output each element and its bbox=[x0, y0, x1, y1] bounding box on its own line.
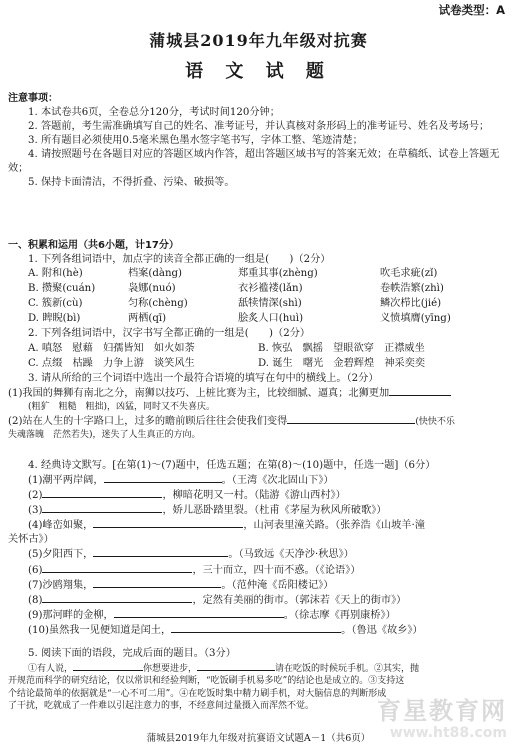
question-2-text: 2. 下列各组词语中，汉字书写全都正确的一组是( )（2分） bbox=[28, 328, 311, 339]
question-4-text: 4. 经典诗文默写。[在第(1)～(7)题中，任选五题；在第(8)～(10)题中，任选一题]（6分） bbox=[28, 460, 436, 471]
answer-blank[interactable] bbox=[104, 473, 222, 483]
answer-blank[interactable] bbox=[93, 547, 228, 557]
watermark-url: www.ht88.com bbox=[389, 724, 507, 741]
option-item: A. 附和(hè) bbox=[28, 268, 83, 279]
notice-item: 3. 所有题目必须使用0.5毫米黑色墨水签字笔书写，字体工整、笔迹清楚； bbox=[28, 134, 363, 146]
answer-blank[interactable] bbox=[42, 488, 162, 498]
q1-option-c bbox=[28, 297, 508, 311]
q1-option-d bbox=[28, 312, 508, 326]
answer-blank[interactable] bbox=[114, 608, 284, 618]
notice-block bbox=[8, 92, 508, 190]
answer-blank[interactable] bbox=[42, 563, 192, 573]
watermark-brand: 育星教育网 bbox=[377, 696, 507, 725]
answer-blank[interactable] bbox=[287, 414, 415, 424]
option-item: B. 恢弘 飘摇 望眼欲穿 正襟威坐 bbox=[258, 343, 425, 354]
item-number: (8) bbox=[28, 594, 43, 606]
answer-blank[interactable] bbox=[93, 518, 243, 528]
item-number: (6) bbox=[28, 564, 43, 576]
q3-sentence-2-cont: 失魂落魄 茫然若失)，迷失了人生真正的方向。 bbox=[8, 429, 201, 440]
q2-options-row-1 bbox=[28, 342, 508, 356]
poem-line: ，柳暗花明又一村。（陆游《游山西村》） bbox=[162, 490, 346, 502]
option-item: A. 嗔怒 慰藉 妇孺皆知 如火如荼 bbox=[28, 343, 195, 354]
section-heading: 一、积累和运用（共6小题，计17分） bbox=[8, 240, 179, 251]
poem-source: 。（徐志摩《再别康桥》） bbox=[283, 609, 396, 621]
poem-line: ，定然有美丽的街市。（郭沫若《天上的街市》） bbox=[192, 594, 407, 606]
passage-text: 你想要进步， bbox=[143, 664, 198, 675]
question-3 bbox=[8, 372, 510, 441]
poem-line: (7)沙鸥翔集， bbox=[28, 579, 94, 591]
poem-line: (1)潮平两岸阔， bbox=[28, 475, 104, 487]
question-2-stem bbox=[8, 327, 510, 341]
question-3-text: 3. 请从所给的三个词语中选出一个最符合语境的填写在句中的横线上。（2分） bbox=[28, 373, 379, 384]
page-footer: 蒲城县2019年九年级对抗赛语文试题A－1（共6页） bbox=[146, 733, 371, 744]
answer-blank[interactable] bbox=[42, 503, 162, 513]
poem-source-cont: 关怀古》） bbox=[8, 534, 54, 546]
poem-source: 。（范仲淹《岳阳楼记》） bbox=[221, 579, 334, 591]
passage-text: 了干扰，吃就成了一件难以引起注意力的事，不经意间过量摄入而浑然不觉。 bbox=[8, 701, 315, 712]
answer-blank[interactable] bbox=[42, 593, 192, 603]
passage-text: 个结论最简单的依据就是“一心不可二用”。④在吃饭时集中精力刷手机，对大脑信息的判断形成 bbox=[8, 688, 387, 699]
item-number: (3) bbox=[28, 505, 43, 517]
poem-line: (9)那河畔的金柳， bbox=[28, 609, 114, 621]
q3-choices-2: (快快不乐 bbox=[415, 416, 455, 427]
notice-item: 4. 请按照题号在各题目对应的答题区域内作答，超出答题区域书写的答案无效；在草稿纸、试卷上答题无效； bbox=[8, 149, 500, 175]
option-item: 舐犊情深(shì) bbox=[238, 298, 302, 309]
answer-blank[interactable] bbox=[93, 578, 221, 588]
option-item: D. 诞生 曙光 金碧辉煌 神采奕奕 bbox=[258, 358, 426, 369]
question-5-text: 5. 阅读下面的语段，完成后面的题目。（3分） bbox=[28, 648, 236, 659]
notice-item: 1. 本试卷共6页，全卷总分120分，考试时间120分钟； bbox=[28, 106, 280, 118]
option-item: 郑重其事(zhèng) bbox=[238, 268, 318, 279]
question-1-text: 1. 下列各组词语中，加点字的读音全都正确的一组是( )（2分） bbox=[28, 254, 331, 265]
question-1-stem bbox=[8, 253, 510, 267]
answer-blank[interactable] bbox=[171, 623, 341, 633]
answer-blank[interactable] bbox=[73, 661, 143, 671]
option-item: 吹毛求疵(zǐ) bbox=[380, 268, 438, 279]
option-item: 档案(dàng) bbox=[128, 268, 183, 279]
watermark-logo bbox=[377, 695, 507, 743]
option-item: B. 攒聚(cuán) bbox=[28, 283, 96, 294]
option-item: C. 点缀 枯躁 力争上游 谈笑风生 bbox=[28, 358, 195, 369]
passage-text: 开规范而科学的研究结论，仅以常识和经验判断，“吃饭刷手机易多吃”的结论也是成立的。③支持这 bbox=[8, 676, 405, 687]
answer-blank[interactable] bbox=[197, 661, 275, 671]
option-item: C. 簇新(cù) bbox=[28, 298, 83, 309]
q3-choices-1: (粗犷 粗糙 粗拙)，凶猛，同时又不失喜庆。 bbox=[28, 402, 216, 413]
notice-heading: 注意事项： bbox=[8, 93, 58, 104]
poem-line: (5)夕阳西下， bbox=[28, 549, 94, 561]
option-item: 袅娜(nuó) bbox=[128, 283, 176, 294]
q3-sentence-2: (2)站在人生的十字路口上，过多的瞻前顾后往往会使我们变得 bbox=[8, 415, 288, 427]
option-item: 匀称(chèng) bbox=[128, 298, 188, 309]
notice-item: 2. 答题前，考生需准确填写自己的姓名、准考证号，并认真核对条形码上的准考证号、姓名及考场号； bbox=[28, 120, 490, 132]
option-item: 两栖(qī) bbox=[128, 313, 167, 324]
q2-options-row-2 bbox=[28, 357, 508, 371]
option-item: D. 睥睨(bì) bbox=[28, 313, 81, 324]
poem-source: 。（鲁迅《故乡》） bbox=[341, 624, 423, 636]
option-item: 义愤填膺(yīng) bbox=[380, 313, 451, 324]
subject-title: 语 文 试 题 bbox=[185, 61, 332, 82]
answer-blank[interactable] bbox=[389, 386, 451, 396]
notice-item: 5. 保持卡面清洁，不得折叠、污染、破损等。 bbox=[28, 177, 235, 189]
option-item: 脍炙人口(huì) bbox=[238, 313, 304, 324]
poem-source: 。（王湾《次北固山下》） bbox=[221, 475, 334, 487]
passage-text: ①有人说， bbox=[28, 664, 74, 675]
poem-line: (10)虽然我一见便知道是闰土， bbox=[28, 624, 172, 636]
paper-type-label: 试卷类型：A bbox=[438, 3, 505, 17]
question-4 bbox=[8, 459, 510, 638]
poem-source: ，山河表里潼关路。（张养浩《山坡羊·潼 bbox=[243, 520, 425, 532]
poem-line: ，娇儿恶卧踏里裂。（杜甫《茅屋为秋风所破歌》） bbox=[162, 505, 387, 517]
poem-line: (4)峰峦如聚， bbox=[28, 520, 94, 532]
poem-line: ，三十而立，四十而不惑。（《论语》） bbox=[192, 564, 361, 576]
passage-text: 请在吃饭的时候玩手机。②其实，抛 bbox=[275, 664, 420, 675]
option-item: 衣衫褴褛(lǎn) bbox=[238, 283, 303, 294]
option-item: 鳞次栉比(jié) bbox=[380, 298, 442, 309]
poem-source: 。（马致远《天净沙·秋思》） bbox=[228, 549, 354, 561]
exam-title: 蒲城县2019年九年级对抗赛 bbox=[149, 31, 368, 50]
option-item: 卷帙浩繁(zhì) bbox=[380, 283, 444, 294]
q1-option-b bbox=[28, 282, 508, 296]
q3-sentence-1: (1)我国的舞狮有南北之分，南狮以技巧、上桩比赛为主，比较细腻、逼真；北狮更加 bbox=[8, 388, 390, 400]
q1-option-a bbox=[28, 267, 508, 281]
item-number: (2) bbox=[28, 490, 43, 502]
